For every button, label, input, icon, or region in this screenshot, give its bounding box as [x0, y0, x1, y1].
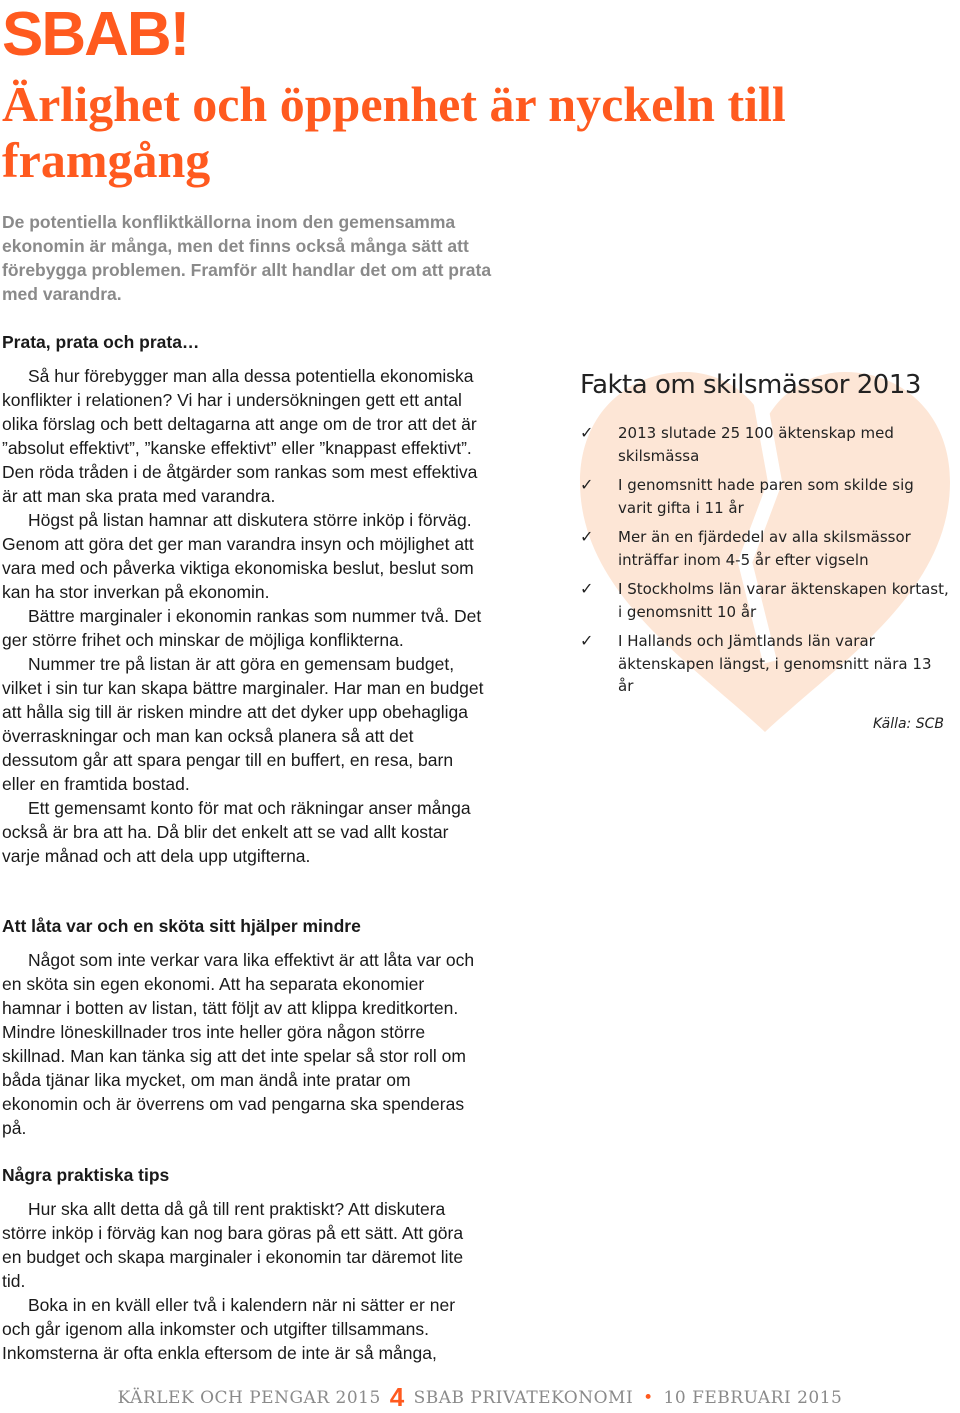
- paragraph: Ett gemensamt konto för mat och räkningar anser många också är bra att ha. Då blir det enkelt att se vad allt kostar varje månad och att dela upp utgifterna.: [2, 798, 471, 866]
- list-item: [580, 422, 950, 467]
- fact-text: Mer än en fjärdedel av alla skilsmässor inträffar inom 4-5 år efter vigseln: [618, 528, 911, 569]
- section-prata: [2, 330, 484, 868]
- sbab-logo: SBAB!: [2, 0, 189, 69]
- paragraph: Hur ska allt detta då gå till rent praktiskt? Att diskutera större inköp i förväg kan nog bara göras på ett sätt. Att göra en budget och skapa marginaler i ekonomin tar däremot lite tid.: [2, 1199, 464, 1291]
- list-item: [580, 474, 950, 519]
- page-footer: [0, 1382, 960, 1413]
- paragraph: Något som inte verkar vara lika effektivt är att låta var och en sköta sin egen ekonomi. Att ha separata ekonomier hamnar i botten av listan, tätt följt av att klippa kreditkorten. Mindre löneskillnader tros inte heller göra någon större skillnad. Man kan tänka sig att det inte spelar så stor roll om båda tjänar lika mycket, om man ändå inte pratar om ekonomin och är överrens om vad pengarna ska spenderas på.: [2, 950, 475, 1138]
- page-headline: Ärlighet och öppenhet är nyckeln till framgång: [2, 76, 786, 188]
- check-icon: ✓: [580, 579, 594, 598]
- bullet-icon: •: [643, 1388, 654, 1408]
- page-number: 4: [389, 1382, 405, 1412]
- fact-list: [580, 422, 950, 705]
- source-credit: Källa: SCB: [872, 716, 944, 732]
- section-praktiska-tips: [2, 1163, 484, 1365]
- paragraph: Så hur förebygger man alla dessa potentiella ekonomiska konflikter i relationen? Vi har i undersökningen gett ett antal olika förslag och bett deltagarna att ange om de tror att det är ”absolut effektivt”, ”kanske effektivt” eller ”knappast effektivt”. Den röda tråden i de åtgärder som rankas som mest effektiva är att man ska prata med varandra.: [2, 366, 478, 506]
- paragraph: Boka in en kväll eller två i kalendern när ni sätter er ner och går igenom alla inkomster och utgifter tillsammans. Inkomsterna är ofta enkla eftersom de inte är så många,: [2, 1295, 456, 1363]
- list-item: [580, 578, 950, 623]
- fact-text: 2013 slutade 25 100 äktenskap med skilsmässa: [618, 424, 894, 465]
- fact-text: I Stockholms län varar äktenskapen kortast, i genomsnitt 10 år: [618, 580, 949, 621]
- check-icon: ✓: [580, 527, 594, 546]
- fact-title: Fakta om skilsmässor 2013: [580, 370, 921, 400]
- check-icon: ✓: [580, 423, 594, 442]
- paragraph: Nummer tre på listan är att göra en gemensam budget, vilket i sin tur kan skapa bättre marginaler. Har man en budget att hålla sig till är risken mindre att det dyker upp obehagliga överraskningar och man kan också planera så att det dessutom går att spara pengar till en buffert, en resa, barn eller en framtida bostad.: [2, 654, 484, 794]
- list-item: [580, 526, 950, 571]
- check-icon: ✓: [580, 475, 594, 494]
- paragraph: Bättre marginaler i ekonomin rankas som nummer två. Det ger större frihet och minskar de möjliga konflikterna.: [2, 606, 482, 650]
- footer-publication: KÄRLEK OCH PENGAR 2015: [117, 1388, 381, 1408]
- section-heading: Att låta var och en sköta sitt hjälper mindre: [2, 916, 361, 936]
- fact-box: [570, 362, 950, 762]
- fact-text: I genomsnitt hade paren som skilde sig varit gifta i 11 år: [618, 476, 914, 517]
- footer-date: 10 FEBRUARI 2015: [663, 1388, 843, 1408]
- check-icon: ✓: [580, 631, 594, 650]
- section-heading: Prata, prata och prata…: [2, 332, 200, 352]
- section-heading: Några praktiska tips: [2, 1165, 170, 1185]
- fact-text: I Hallands och Jämtlands län varar äktenskapen längst, i genomsnitt nära 13 år: [618, 632, 932, 695]
- paragraph: Högst på listan hamnar att diskutera större inköp i förväg. Genom att göra det ger man varandra insyn och möjlighet att vara med och påverka viktiga ekonomiska beslut, beslut som kan ha stor inverkan på ekonomin.: [2, 510, 474, 602]
- section-var-och-en: [2, 914, 484, 1140]
- list-item: [580, 630, 950, 698]
- footer-brand: SBAB PRIVATEKONOMI: [413, 1388, 634, 1408]
- ingress-text: De potentiella konfliktkällorna inom den gemensamma ekonomin är många, men det finns också många sätt att förebygga problemen. Framför allt handlar det om att prata med varandra.: [2, 212, 492, 304]
